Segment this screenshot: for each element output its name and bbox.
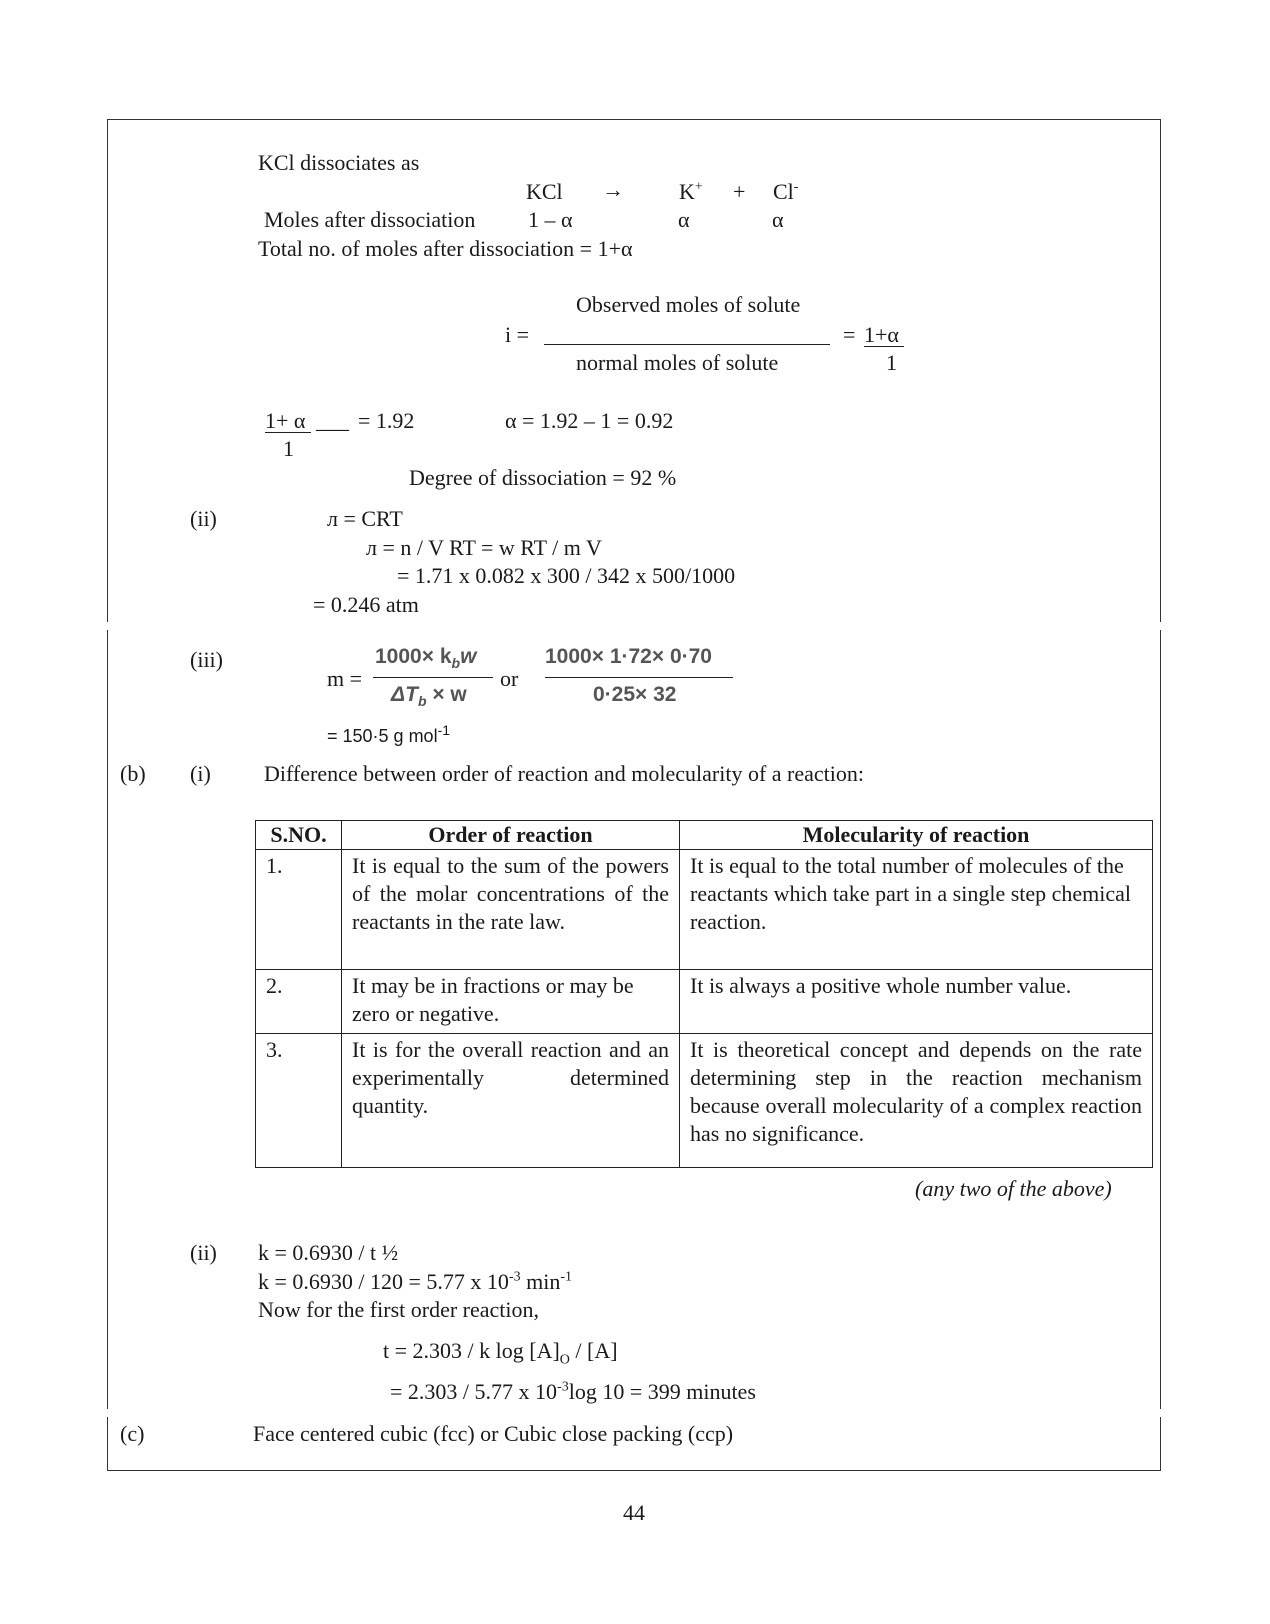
moles-cation: α <box>678 207 690 232</box>
arrow-icon: → <box>602 177 624 202</box>
comparison-table <box>255 820 1153 1168</box>
osmotic-line4: = 0.246 atm <box>313 592 419 617</box>
part-c-label: (c) <box>120 1421 145 1446</box>
cell-sno: 2. <box>256 970 342 1034</box>
frame-gap <box>1158 622 1162 630</box>
frame-left-border <box>107 119 108 1470</box>
table-row <box>256 1034 1153 1168</box>
i-label: i = <box>505 322 530 347</box>
table-row <box>256 850 1153 970</box>
part-b-label: (b) <box>120 761 146 786</box>
numeric-fraction-line <box>545 677 733 678</box>
cell-molecularity: It is theoretical concept and depends on the rate determining step in the reaction mechanism because overall molecularity of a complex reaction has no significance. <box>680 1034 1153 1168</box>
moles-reactant: 1 – α <box>528 207 573 232</box>
numeric-denominator: 0·25× 32 <box>593 683 677 706</box>
part-iii-label: (iii) <box>190 647 223 672</box>
table-note: (any two of the above) <box>915 1176 1112 1201</box>
cell-molecularity: It is always a positive whole number value. <box>680 970 1153 1034</box>
or-text: or <box>500 666 519 691</box>
i-fraction-line <box>544 344 830 345</box>
frame-bottom-border <box>107 1470 1161 1471</box>
frame-gap <box>105 622 109 630</box>
anion: Cl- <box>773 179 799 204</box>
page-number: 44 <box>623 1500 645 1525</box>
i-denominator: normal moles of solute <box>576 350 779 375</box>
alpha-calc: α = 1.92 – 1 = 0.92 <box>505 408 674 433</box>
molar-mass-result: = 150·5 g mol$^{-1}$ <box>327 722 451 746</box>
header-molecularity: Molecularity of reaction <box>680 821 1153 850</box>
part-ii-label: (ii) <box>190 506 217 531</box>
header-order: Order of reaction <box>342 821 680 850</box>
part-b-heading: Difference between order of reaction and molecularity of a reaction: <box>264 761 865 786</box>
part-c-text: Face centered cubic (fcc) or Cubic close packing (ccp) <box>253 1421 734 1446</box>
moles-anion: α <box>772 207 784 232</box>
m-label: m = <box>327 666 363 691</box>
osmotic-line2: л = n / V RT = w RT / m V <box>366 535 602 560</box>
formula-denominator: $\Delta T_b \times w$ <box>391 683 467 710</box>
cell-order: It may be in fractions or may be zero or negative. <box>342 970 680 1034</box>
osmotic-line3: = 1.71 x 0.082 x 300 / 342 x 500/1000 <box>397 563 736 588</box>
frame-gap <box>105 1409 109 1417</box>
part-b-i-label: (i) <box>190 761 211 786</box>
frame-gap <box>1158 1409 1162 1417</box>
header-sno: S.NO. <box>256 821 342 850</box>
part-b-ii-label: (ii) <box>190 1240 217 1265</box>
table-row <box>256 970 1153 1034</box>
rate-line1: k = 0.6930 / t ½ <box>258 1240 399 1265</box>
eq-denominator: 1 <box>283 436 294 461</box>
frame-right-border <box>1160 119 1161 1470</box>
cation: K+ <box>679 179 703 204</box>
cell-molecularity: It is equal to the total number of molecules of the reactants which take part in a single step chemical reaction. <box>680 850 1153 970</box>
table-header-row <box>256 821 1153 850</box>
degree-of-dissociation: Degree of dissociation = 92 % <box>409 465 677 490</box>
rate-line5: = 2.303 / 5.77 x $10^{-3}\log$ 10 = 399 minutes <box>390 1379 756 1404</box>
osmotic-line1: л = CRT <box>327 506 403 531</box>
frame-top-border <box>107 119 1160 120</box>
formula-numerator: $1000\times k_bw$ <box>375 645 477 672</box>
i-numerator: Observed moles of solute <box>576 292 801 317</box>
cell-order: It is equal to the sum of the powers of the molar concentrations of the reactants in the rate law. <box>342 850 680 970</box>
total-moles: Total no. of moles after dissociation = 1+α <box>258 236 633 261</box>
rate-line2: k = 0.6930 / 120 = 5.77 x $10^{-3}$ $\min^{-1}$ <box>258 1269 573 1294</box>
kcl-intro: KCl dissociates as <box>258 150 420 175</box>
rate-line4: t = 2.303 / k $\log [A]_O / [A]$ <box>383 1338 618 1368</box>
numeric-numerator: 1000× 1·72× 0·70 <box>545 645 712 668</box>
i-result-numerator: 1+α <box>864 322 899 347</box>
moles-label: Moles after dissociation <box>264 207 476 232</box>
i-result-denominator: 1 <box>886 350 897 375</box>
cell-sno: 1. <box>256 850 342 970</box>
eq-blank: ___ <box>316 408 349 433</box>
plus-sign: + <box>733 179 746 204</box>
cell-sno: 3. <box>256 1034 342 1168</box>
cell-order: It is for the overall reaction and an experimentally determined quantity. <box>342 1034 680 1168</box>
rate-line3: Now for the first order reaction, <box>258 1297 540 1322</box>
formula-fraction-line <box>373 677 493 678</box>
reactant: KCl <box>526 179 563 204</box>
eq-value: = 1.92 <box>358 408 415 433</box>
i-result-line <box>864 346 904 347</box>
eq-fraction-line <box>265 432 311 433</box>
i-equals: = <box>843 322 856 347</box>
eq-numerator: 1+ α <box>265 408 306 433</box>
